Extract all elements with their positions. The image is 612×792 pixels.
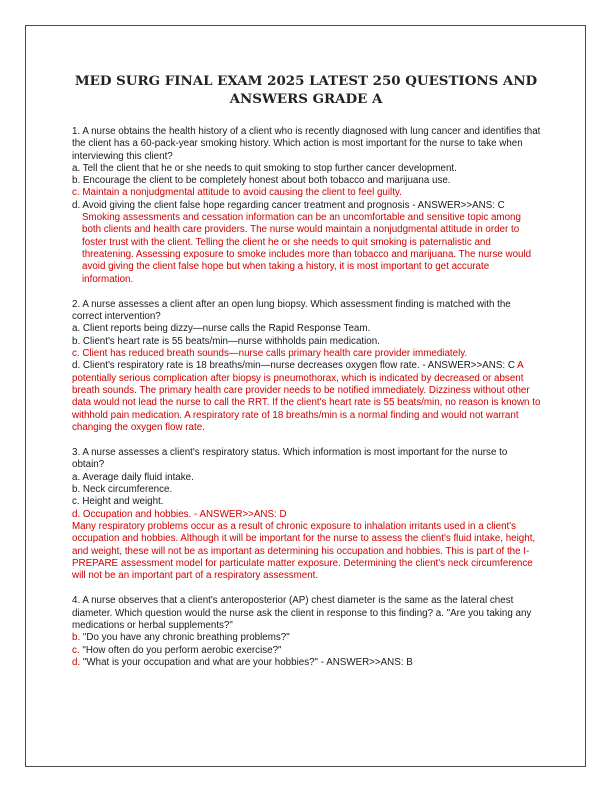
option-a: a. Client reports being dizzy—nurse calls the Rapid Response Team. <box>72 323 371 335</box>
option-d <box>72 657 542 669</box>
option-b: b. Client's heart rate is 55 beats/min—nurse withholds pain medication. <box>72 335 380 347</box>
option-c-correct: c. Maintain a nonjudgmental attitude to avoid causing the client to feel guilty. <box>72 187 402 199</box>
option-b <box>72 632 542 644</box>
option-letter: c. <box>72 644 80 656</box>
question-stem: 1. A nurse obtains the health history of a client who is recently diagnosed with lung cancer and identifies that the client has a 60-pack-year smoking history. Which action is most important for the nurse to take when interviewing this client? <box>72 126 541 162</box>
option-a: a. Average daily fluid intake. <box>72 471 194 483</box>
option-b: b. Neck circumference. <box>72 484 173 496</box>
document-title: MED SURG FINAL EXAM 2025 LATEST 250 QUESTIONS AND ANSWERS GRADE A <box>74 73 538 107</box>
option-c: c. Height and weight. <box>72 496 164 508</box>
question-stem: 2. A nurse assesses a client after an open lung biopsy. Which assessment finding is matched with the correct intervention? <box>72 298 511 323</box>
question-4 <box>72 595 542 669</box>
answer-rationale: Smoking assessments and cessation information can be an uncomfortable and sensitive topic among both clients and health care providers. The nurse would maintain a nonjudgmental attitude in order to foster trust with the client. Telling the client he or she needs to quit smoking is paternalistic and threatening. Assessing exposure to smoke includes more than tobacco and marijuana. The nurse would avoid giving the client false hope but when taking a history, it is most important to get accurate information. <box>82 212 532 285</box>
option-d-correct: d. Occupation and hobbies. - ANSWER>>ANS: D <box>72 508 287 520</box>
option-d <box>72 360 542 434</box>
option-text: "How often do you perform aerobic exercise?" <box>79 644 282 656</box>
option-d: d. Avoid giving the client false hope regarding cancer treatment and prognosis - ANSWER>>ANS: C <box>72 199 505 211</box>
question-stem: 3. A nurse assesses a client's respiratory status. Which information is most important for the nurse to obtain? <box>72 447 508 471</box>
answer-rationale: Many respiratory problems occur as a result of chronic exposure to inhalation irritants used in a client's occupation and hobbies. Although it will be important for the nurse to assess the client's fluid intake, height, and weight, these will not be as important as determining his occupation and hobbies. This is part of the I-PREPARE assessment model for particulate matter exposure. Determining the client's neck circumference will not be an important part of a respiratory assessment. <box>72 520 536 582</box>
option-b: b. Encourage the client to be completely honest about both tobacco and marijuana use. <box>72 175 451 187</box>
option-text: "Do you have any chronic breathing problems?" <box>80 632 290 644</box>
option-letter: b. <box>72 632 81 644</box>
question-3 <box>72 447 542 582</box>
option-text: "What is your occupation and what are your hobbies?" - ANSWER>>ANS: B <box>80 656 413 668</box>
question-stem: 4. A nurse observes that a client's anteroposterior (AP) chest diameter is the same as the lateral chest diameter. Which question would the nurse ask the client in response to this finding? a. "Are you taking any medications or herbal supplements?" <box>72 595 532 631</box>
option-a: a. Tell the client that he or she needs to quit smoking to stop further cancer development. <box>72 162 457 174</box>
option-c <box>72 645 542 657</box>
option-d-text: d. Client's respiratory rate is 18 breaths/min—nurse decreases oxygen flow rate. - ANSWER>>ANS: C <box>72 360 515 372</box>
answer-rationale: A potentially serious complication after biopsy is pneumothorax, which is indicated by decreased or absent breath sounds. The primary health care provider needs to be notified immediately. Dizziness without other data would not lead the nurse to call the RRT. If the client's heart rate is 55 beats/min, no reason is known to withhold pain medication. A respiratory rate of 18 breaths/min is a normal finding and would not warrant changing the oxygen flow rate. <box>72 360 541 433</box>
question-2 <box>72 299 542 434</box>
option-letter: d. <box>72 656 81 668</box>
option-c-correct: c. Client has reduced breath sounds—nurse calls primary health care provider immediately. <box>72 348 468 360</box>
document-body <box>72 126 542 682</box>
question-1 <box>72 126 542 286</box>
